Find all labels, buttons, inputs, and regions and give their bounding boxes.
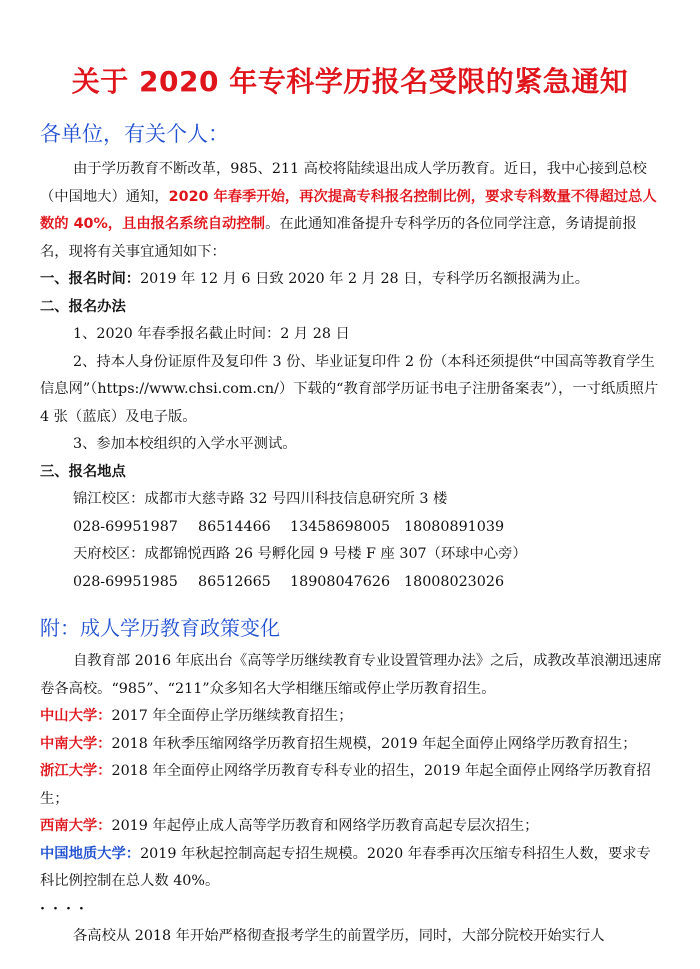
appendix-intro: 自教育部 2016 年底出台《高等学历继续教育专业设置管理办法》之后，成教改革浪潮迅速席卷各高校。“985”、“211”众多知名大学相继压缩或停止学历教育招生。 (40, 653, 662, 697)
notice-body (40, 156, 665, 596)
method-item-1: 1、2020 年春季报名截止时间：2 月 28 日 (73, 326, 350, 342)
phone: 13458698005 (290, 518, 391, 535)
entry-text: 2018 年全面停止网络学历教育专科专业的招生，2019 年起全面停止网络学历教育招生； (40, 763, 651, 807)
section-time (40, 266, 665, 294)
campus-tianfu: 天府校区：成都锦悦西路 26 号孵化园 9 号楼 F 座 307（环球中心旁） (73, 546, 527, 562)
school-label: 中南大学： (40, 735, 112, 752)
phone: 18080891039 (404, 518, 505, 535)
phone: 18908047626 (290, 573, 391, 590)
section-time-text: 2019 年 12 月 6 日致 2020 年 2 月 28 日，专科学历名额报满为止。 (140, 271, 590, 287)
school-label: 西南大学： (40, 818, 112, 834)
section-time-heading: 一、报名时间： (40, 271, 141, 287)
entry-xinan (40, 813, 665, 841)
school-label: 中山大学： (40, 708, 112, 724)
ellipsis: ···· (40, 900, 92, 917)
appendix-heading: 附：成人学历教育政策变化 (40, 616, 280, 640)
entry-text: 2018 年秋季压缩网络学历教育招生规模，2019 年起全面停止网络学历教育招生； (111, 735, 637, 752)
greeting: 各单位，有关个人： (40, 122, 229, 146)
entry-text: 2017 年全面停止学历继续教育招生； (111, 708, 353, 724)
phone: 028-69951985 (73, 573, 178, 590)
intro-text-2: 。在此通知准备提升专科学历的各位同学注意，务请提前报名，现将有关事宜通知如下： (40, 216, 637, 260)
phones-jinjiang (40, 514, 665, 542)
phone: 18008023026 (404, 573, 505, 590)
intro-highlight: 2020 年春季开始，再次提高专科报名控制比例，要求专科数量不得超过总人数的 40%，且由报名系统自动控制 (40, 188, 657, 232)
entry-text: 2019 年起停止成人高等学历教育和网络学历教育高起专层次招生； (111, 818, 539, 834)
campus-jinjiang: 锦江校区：成都市大慈寺路 32 号四川科技信息研究所 3 楼 (73, 491, 448, 507)
intro-text-1: 由于学历教育不断改革，985、211 高校将陆续退出成人学历教育。近日，我中心接到总校（中国地大）通知， (40, 161, 647, 205)
school-label: 浙江大学： (40, 763, 112, 779)
school-label: 中国地质大学： (40, 845, 141, 862)
section-location-heading: 三、报名地点 (40, 463, 126, 480)
appendix-last-line: 各高校从 2018 年开始严格彻查报考学生的前置学历，同时，大部分院校开始实行人 (73, 928, 605, 944)
phones-tianfu (40, 569, 665, 597)
phone: 86512665 (198, 573, 271, 590)
entry-cug (40, 841, 665, 896)
intro-paragraph (40, 156, 665, 266)
phone: 028-69951987 (73, 518, 178, 535)
method-item-3: 3、参加本校组织的入学水平测试。 (73, 436, 297, 452)
method-item-2: 2、持本人身份证原件及复印件 3 份、毕业证复印件 2 份（本科还须提供“中国高等教育学生信息网”（https://www.chsi.com.cn/）下载的“教育部学历证书电子注册备案表”），一寸纸质照片 4 张（蓝底）及电子版。 (40, 353, 659, 425)
notice-title: 关于 2020 年专科学历报名受限的紧急通知 (71, 65, 629, 98)
entry-zhejiang (40, 758, 665, 813)
entry-zhongshan (40, 703, 665, 731)
entry-zhongnan (40, 731, 665, 759)
appendix-body (40, 648, 665, 951)
entry-text: 2019 年秋起控制高起专招生规模。2020 年春季再次压缩专科招生人数，要求专科比例控制在总人数 40%。 (40, 845, 651, 889)
section-method-heading: 二、报名办法 (40, 298, 126, 315)
phone: 86514466 (198, 518, 271, 535)
